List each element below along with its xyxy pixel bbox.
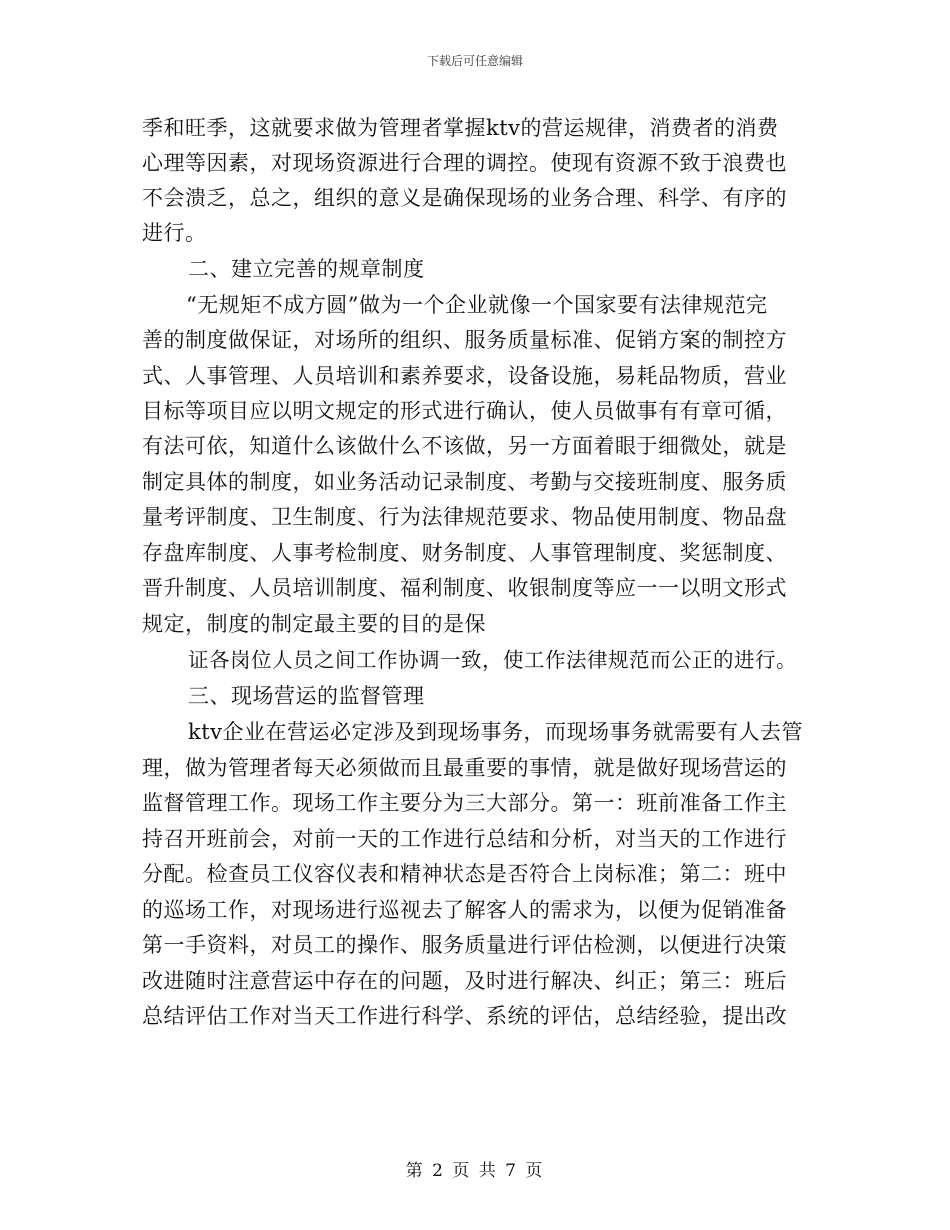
text-line: 理，做为管理者每天必须做而且最重要的事情，就是做好现场营运的 <box>142 756 787 780</box>
text-line: 量考评制度、卫生制度、行为法律规范要求、物品使用制度、物品盘 <box>142 505 787 529</box>
text-line: 分配。检查员工仪容仪表和精神状态是否符合上岗标准；第二：班中 <box>142 862 787 886</box>
text-line: 晋升制度、人员培训制度、福利制度、收银制度等应一一以明文形式 <box>142 576 787 600</box>
text-line: 规定，制度的制定最主要的目的是保 <box>142 612 486 636</box>
text-line: 改进随时注意营运中存在的问题，及时进行解决、纠正；第三：班后 <box>142 969 787 993</box>
text-line: ktv企业在营运必定涉及到现场事务，而现场事务就需要有人去管 <box>188 720 804 744</box>
text-line: 心理等因素，对现场资源进行合理的调控。使现有资源不致于浪费也 <box>142 151 787 175</box>
text-line: 善的制度做保证，对场所的组织、服务质量标准、促销方案的制控方 <box>142 328 787 352</box>
text-line: 第一手资料，对员工的操作、服务质量进行评估检测，以便进行决策 <box>142 933 787 957</box>
section-heading: 三、现场营运的监督管理 <box>188 684 425 708</box>
text-line: 持召开班前会，对前一天的工作进行总结和分析，对当天的工作进行 <box>142 827 787 851</box>
text-line: 监督管理工作。现场工作主要分为三大部分。第一：班前准备工作主 <box>142 791 787 815</box>
page-footer: 第 2 页 共 7 页 <box>405 1161 545 1181</box>
text-line: 式、人事管理、人员培训和素养要求，设备设施，易耗品物质，营业 <box>142 364 787 388</box>
text-line: 季和旺季，这就要求做为管理者掌握ktv的营运规律，消费者的消费 <box>142 116 779 140</box>
text-line: 目标等项目应以明文规定的形式进行确认，使人员做事有有章可循， <box>142 399 787 423</box>
text-line: “无规矩不成方圆”做为一个企业就像一个国家要有法律规范完 <box>186 293 768 317</box>
text-line: 制定具体的制度，如业务活动记录制度、考勤与交接班制度、服务质 <box>142 470 787 494</box>
text-line: 有法可依，知道什么该做什么不该做，另一方面着眼于细微处，就是 <box>142 434 787 458</box>
section-heading: 二、建立完善的规章制度 <box>188 257 425 281</box>
text-line: 不会溃乏，总之，组织的意义是确保现场的业务合理、科学、有序的 <box>142 186 787 210</box>
text-line: 存盘库制度、人事考检制度、财务制度、人事管理制度、奖惩制度、 <box>142 541 787 565</box>
text-line: 证各岗位人员之间工作协调一致，使工作法律规范而公正的进行。 <box>188 648 797 672</box>
text-line: 的巡场工作，对现场进行巡视去了解客人的需求为，以便为促销准备 <box>142 898 787 922</box>
page-header: 下载后可任意编辑 <box>426 54 523 68</box>
text-line: 总结评估工作对当天工作进行科学、系统的评估，总结经验，提出改 <box>142 1004 787 1028</box>
text-line: 进行。 <box>142 221 207 245</box>
